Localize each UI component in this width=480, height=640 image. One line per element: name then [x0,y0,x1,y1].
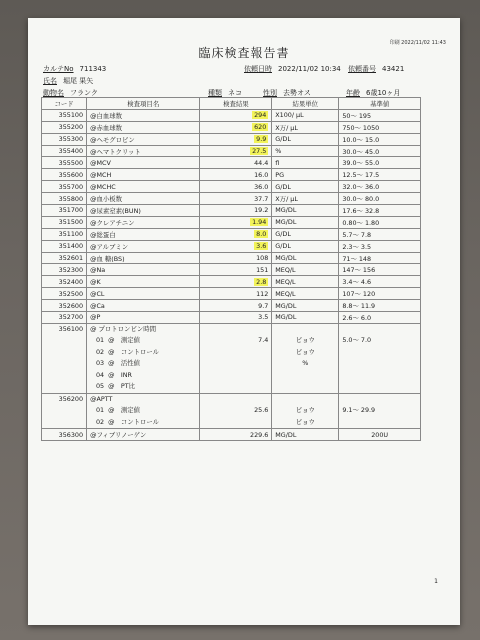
cell-range: 50～ 195 [339,109,421,121]
cell-result [200,228,272,240]
cell-code: 355100 [42,109,87,121]
cell-unit: X万/ μL [272,121,339,133]
cell-range: 2.6～ 6.0 [339,312,421,324]
owner-name [43,76,93,86]
result-value: 108 [256,254,269,263]
cell-value: 229.6 [200,429,272,441]
cell-result [200,393,272,429]
table-row [42,109,421,121]
sub-number: 03 [95,359,105,368]
table-row [42,181,421,193]
cell-code: 356300 [42,429,87,441]
cell-code: 352601 [42,252,87,264]
table-row [42,216,421,228]
cell-range: 30.0～ 80.0 [339,193,421,205]
cell-unit: MG/DL [272,205,339,217]
spacer [342,324,417,336]
table-row [42,193,421,205]
sex-label: 性別 [263,89,277,97]
result-value: 112 [256,289,269,298]
cell-result [200,300,272,312]
cell-range: 3.4～ 4.6 [339,276,421,288]
cell-result [200,323,272,393]
cell-range: 200U [339,429,421,441]
printed-date: 2022/11/02 11:43 [401,40,446,46]
cell-item-name: @ヘモグロビン [87,133,200,145]
cell-unit: MG/DL [272,252,339,264]
pt-unit: ビョウ [295,336,315,345]
chart-no [43,64,106,74]
cell-item-name: @ヘマトクリット [87,145,200,157]
pt-sub-item [90,347,196,359]
result-value: 294 [254,111,267,120]
cell-item-name: @K [87,276,200,288]
cell-result [200,205,272,217]
result-value: 9.7 [258,301,269,310]
result-value: 27.5 [252,147,267,155]
request-datetime [244,64,341,74]
table-row [42,205,421,217]
cell-item-name: @血小板数 [87,193,200,205]
chart-no-label: カルテNo [43,65,74,73]
spacer [45,405,83,417]
request-number-value: 43421 [382,65,405,73]
cell-code: 352700 [42,312,87,324]
cell-item-name: @アルブミン [87,240,200,252]
pt-name: @ プロトロンビン時間 [90,324,157,333]
result-value: 16.0 [254,170,269,179]
cell-code: 355600 [42,169,87,181]
age-value: 6歳10ヶ月 [366,89,401,97]
sub-number: 01 [95,406,105,415]
spacer [342,394,417,406]
table-row [42,157,421,169]
spacer [203,394,268,406]
cell-result [200,216,272,228]
cell-item-name: @MCHC [87,181,200,193]
cell-unit: MG/DL [272,312,339,324]
header-range: 基準値 [339,98,421,110]
cell-unit: X万/ μL [272,193,339,205]
species-value: ネコ [228,89,242,97]
cell-code: 352300 [42,264,87,276]
cell-unit [272,323,339,393]
cell-unit: MEQ/L [272,264,339,276]
cell-item-name: @P [87,312,200,324]
chart-no-value: 711343 [79,65,107,73]
sub-number: 02 [95,347,105,356]
result-value: 620 [254,123,267,132]
cell-unit: G/DL [272,181,339,193]
table-row [42,276,421,288]
pt-sub-item [90,358,196,370]
aptt-sub-item [90,405,196,417]
cell-code: 351100 [42,228,87,240]
cell-item-name: @Ca [87,300,200,312]
cell-item-name: @CL [87,288,200,300]
request-datetime-label: 依頼日時 [244,65,272,73]
cell-code: 355700 [42,181,87,193]
cell-range: 8.8～ 11.9 [339,300,421,312]
table-header-row [42,98,421,110]
sex-value: 去勢オス [283,89,311,97]
sub-label: @ 測定値 [108,406,141,415]
cell-code: 355400 [42,145,87,157]
cell-range: 107～ 120 [339,288,421,300]
pt-sub-item [90,370,196,382]
cell-code [42,393,87,429]
spacer [275,394,335,406]
pt-unit: % [302,359,309,368]
cell-name: @フィブリノーゲン [87,429,200,441]
cell-unit: G/DL [272,240,339,252]
cell-code: 355200 [42,121,87,133]
result-value: 3.6 [256,242,267,251]
aptt-range: 9.1～ 29.9 [342,406,376,415]
results-table [41,97,421,441]
species-label: 種類 [208,89,222,97]
aptt-code: 356200 [58,394,84,403]
table-row [42,133,421,145]
table-body [42,109,421,440]
cell-unit: % [272,145,339,157]
header-unit: 結果単位 [272,98,339,110]
cell-result [200,157,272,169]
cell-range [339,323,421,393]
cell-range: 71～ 148 [339,252,421,264]
pt-code: 356100 [58,324,84,333]
cell-unit: fl [272,157,339,169]
cell-code: 352600 [42,300,87,312]
table-row [42,252,421,264]
aptt-unit: ビョウ [295,417,315,426]
cell-unit: MG/DL [272,216,339,228]
result-value: 19.2 [254,206,269,215]
pt-sub-item [90,381,196,393]
table-row [42,264,421,276]
result-value: 1.94 [252,218,267,227]
cell-item-name: @クレアチニン [87,216,200,228]
table-row [42,228,421,240]
request-number-label: 依頼番号 [348,65,376,73]
cell-unit: X100/ μL [272,109,339,121]
table-row [42,240,421,252]
cell-unit [272,393,339,429]
sub-label: @ コントロール [108,417,160,426]
pt-value: 7.4 [258,336,269,345]
owner-label: 氏名 [43,77,57,85]
cell-code: 355800 [42,193,87,205]
table-row [42,169,421,181]
cell-range: 12.5～ 17.5 [339,169,421,181]
cell-unit: MG/DL [272,429,339,441]
cell-item-name: @赤血球数 [87,121,200,133]
cell-item-name: @尿素窒素(BUN) [87,205,200,217]
aptt-unit: ビョウ [295,406,315,415]
cell-result [200,133,272,145]
pt-range: 5.0～ 7.0 [342,336,372,345]
cell-item-name [87,323,200,393]
sub-label: @ 活性値 [108,359,141,368]
cell-code: 355500 [42,157,87,169]
result-value: 2.8 [256,277,267,286]
cell-range: 147～ 156 [339,264,421,276]
pt-unit: ビョウ [295,347,315,356]
pt-row [42,323,421,393]
table-row [42,300,421,312]
sub-number: 05 [95,382,105,391]
sub-number: 01 [95,336,105,345]
cell-result [200,109,272,121]
cell-result [200,145,272,157]
sub-label: @ 測定値 [108,336,141,345]
sub-number: 04 [95,370,105,379]
cell-code: 351500 [42,216,87,228]
cell-unit: PG [272,169,339,181]
animal-value: フランク [70,89,98,97]
cell-result [200,312,272,324]
sub-label: @ PT比 [108,382,136,391]
cell-result [200,181,272,193]
cell-result [200,276,272,288]
result-value: 151 [256,265,269,274]
cell-result [200,169,272,181]
cell-range: 5.7～ 7.8 [339,228,421,240]
cell-unit: MEQ/L [272,276,339,288]
result-value: 37.7 [254,194,269,203]
cell-item-name: @Na [87,264,200,276]
result-value: 3.5 [258,313,269,322]
page-title: 臨床検査報告書 [198,46,290,60]
cell-code: 352400 [42,276,87,288]
cell-result [200,121,272,133]
cell-item-name: @MCH [87,169,200,181]
cell-result [200,252,272,264]
cell-unit: MG/DL [272,300,339,312]
cell-item-name: @MCV [87,157,200,169]
aptt-row [42,393,421,429]
pt-sub-item [90,335,196,347]
result-value: 9.9 [256,135,267,144]
aptt-sub-item [90,417,196,429]
spacer [45,335,83,347]
cell-code [42,323,87,393]
table-row [42,312,421,324]
page-number: 1 [434,578,438,585]
cell-code: 351700 [42,205,87,217]
cell-result [200,240,272,252]
spacer [275,324,335,336]
cell-range: 17.6～ 32.8 [339,205,421,217]
header-result: 検査結果 [200,98,272,110]
cell-range: 30.0～ 45.0 [339,145,421,157]
cell-range: 39.0～ 55.0 [339,157,421,169]
cell-range [339,393,421,429]
cell-result [200,193,272,205]
age-label: 年齢 [346,89,360,97]
cell-code: 352500 [42,288,87,300]
cell-item-name: @総蛋白 [87,228,200,240]
table-row [42,121,421,133]
cell-range: 750～ 1050 [339,121,421,133]
header-code: コード [42,98,87,110]
table-row [42,145,421,157]
printed-label: 印刷 [389,40,400,46]
request-datetime-value: 2022/11/02 10:34 [278,65,341,73]
result-value: 36.0 [254,182,269,191]
cell-result [200,264,272,276]
header-item: 検査項目名 [87,98,200,110]
request-number [348,64,404,74]
aptt-value: 25.6 [254,406,269,415]
cell-unit: G/DL [272,228,339,240]
animal-label: 動物名 [43,89,64,97]
cell-code: 355300 [42,133,87,145]
spacer [203,324,268,336]
cell-range: 0.80～ 1.80 [339,216,421,228]
result-value: 44.4 [254,158,269,167]
sub-number: 02 [95,417,105,426]
cell-range: 10.0～ 15.0 [339,133,421,145]
cell-unit: MEQ/L [272,288,339,300]
sub-label: @ INR [108,370,132,379]
cell-item-name: @白血球数 [87,109,200,121]
result-value: 8.0 [256,230,267,239]
fib-row [42,429,421,441]
owner-value: 堀尾 果矢 [63,77,94,85]
cell-code: 351400 [42,240,87,252]
cell-range: 32.0～ 36.0 [339,181,421,193]
cell-item-name [87,393,200,429]
table-row [42,288,421,300]
cell-range: 2.3～ 3.5 [339,240,421,252]
aptt-name: @APTT [90,394,113,403]
cell-unit: G/DL [272,133,339,145]
cell-result [200,288,272,300]
sub-label: @ コントロール [108,347,160,356]
cell-item-name: @血 糖(BS) [87,252,200,264]
